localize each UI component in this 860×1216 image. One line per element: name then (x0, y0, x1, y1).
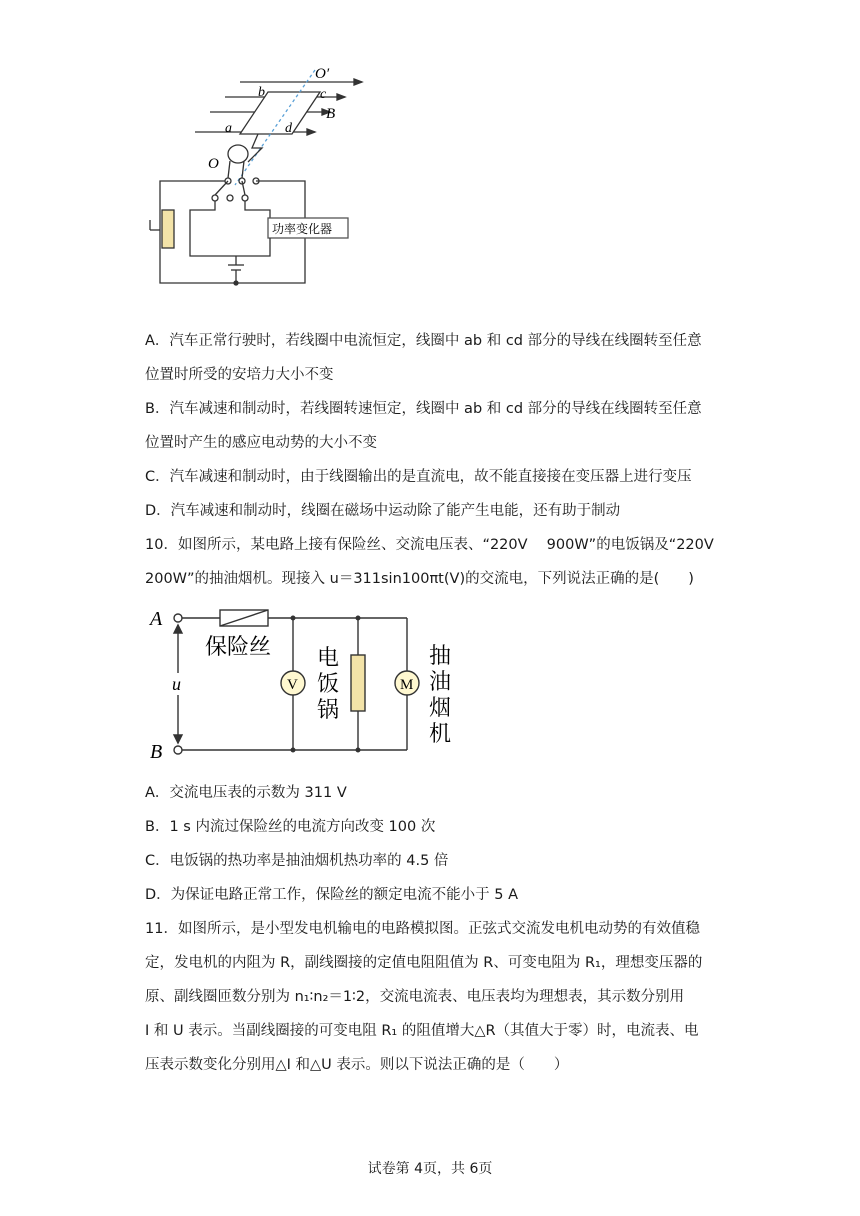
voltmeter-label: V (287, 677, 298, 693)
voltage-u-label: u (172, 674, 181, 694)
q9-option-b-line2: 位置时产生的感应电动势的大小不变 (145, 435, 377, 451)
hood-label-3: 烟 (429, 696, 452, 721)
motor-label: M (400, 677, 414, 693)
q9-option-a-line2: 位置时所受的安培力大小不变 (145, 367, 334, 383)
q10-stem-line2: 200W”的抽油烟机。现接入 u＝311sin100πt(V)的交流电，下列说法正确的是( ) (145, 571, 694, 587)
q11-line4: I 和 U 表示。当副线圈接的可变电阻 R₁ 的阻值增大△R（其值大于零）时，电流表、电 (145, 1023, 699, 1039)
rice-cooker-label-2: 饭 (317, 672, 340, 697)
label-a: a (225, 121, 232, 136)
label-o-prime: O′ (315, 66, 330, 82)
label-c: c (320, 87, 327, 102)
label-d: d (285, 121, 292, 136)
q10-stem-line1: 10．如图所示，某电路上接有保险丝、交流电压表、“220V 900W”的电饭锅及“220V (145, 537, 714, 553)
power-converter-label: 功率变化器 (272, 222, 333, 236)
rice-cooker-label-3: 锅 (317, 698, 340, 723)
page-footer: 试卷第 4页，共 6页 (367, 1161, 493, 1177)
q10-option-a: A．交流电压表的示数为 311 V (145, 785, 347, 801)
q11-line3: 原、副线圈匝数分别为 n₁∶n₂＝1∶2，交流电流表、电压表均为理想表，其示数分别用 (145, 989, 685, 1005)
hood-label-2: 油 (429, 670, 452, 695)
q10-option-c: C．电饭锅的热功率是抽油烟机热功率的 4.5 倍 (145, 853, 449, 869)
label-o: O (208, 156, 219, 172)
label-field-b: B (326, 106, 336, 122)
hood-label-1: 抽 (429, 644, 452, 669)
q9-option-d: D．汽车减速和制动时，线圈在磁场中运动除了能产生电能，还有助于制动 (145, 503, 621, 519)
label-b: b (258, 85, 265, 100)
coil-generator-figure (140, 60, 380, 300)
hood-label-4: 机 (429, 722, 452, 747)
q9-option-a-line1: A．汽车正常行驶时，若线圈中电流恒定，线圈中 ab 和 cd 部分的导线在线圈转至任意 (145, 333, 702, 349)
q11-line2: 定，发电机的内阻为 R，副线圈接的定值电阻阻值为 R、可变电阻为 R₁，理想变压器的 (145, 955, 703, 971)
q11-line1: 11．如图所示，是小型发电机输电的电路模拟图。正弦式交流发电机电动势的有效值稳 (145, 921, 700, 937)
q11-line5: 压表示数变化分别用△I 和△U 表示。则以下说法正确的是（ ） (145, 1057, 569, 1073)
fuse-circuit-figure (145, 603, 465, 763)
q9-option-b-line1: B．汽车减速和制动时，若线圈转速恒定，线圈中 ab 和 cd 部分的导线在线圈转至任意 (145, 401, 702, 417)
q10-option-d: D．为保证电路正常工作，保险丝的额定电流不能小于 5 A (145, 887, 519, 903)
q10-option-b: B．1 s 内流过保险丝的电流方向改变 100 次 (145, 819, 436, 835)
terminal-a-label: A (150, 608, 163, 630)
q9-option-c: C．汽车减速和制动时，由于线圈输出的是直流电，故不能直接接在变压器上进行变压 (145, 469, 692, 485)
rice-cooker-label-1: 电 (317, 646, 340, 671)
fuse-label: 保险丝 (205, 635, 272, 660)
terminal-b-label: B (150, 741, 163, 763)
